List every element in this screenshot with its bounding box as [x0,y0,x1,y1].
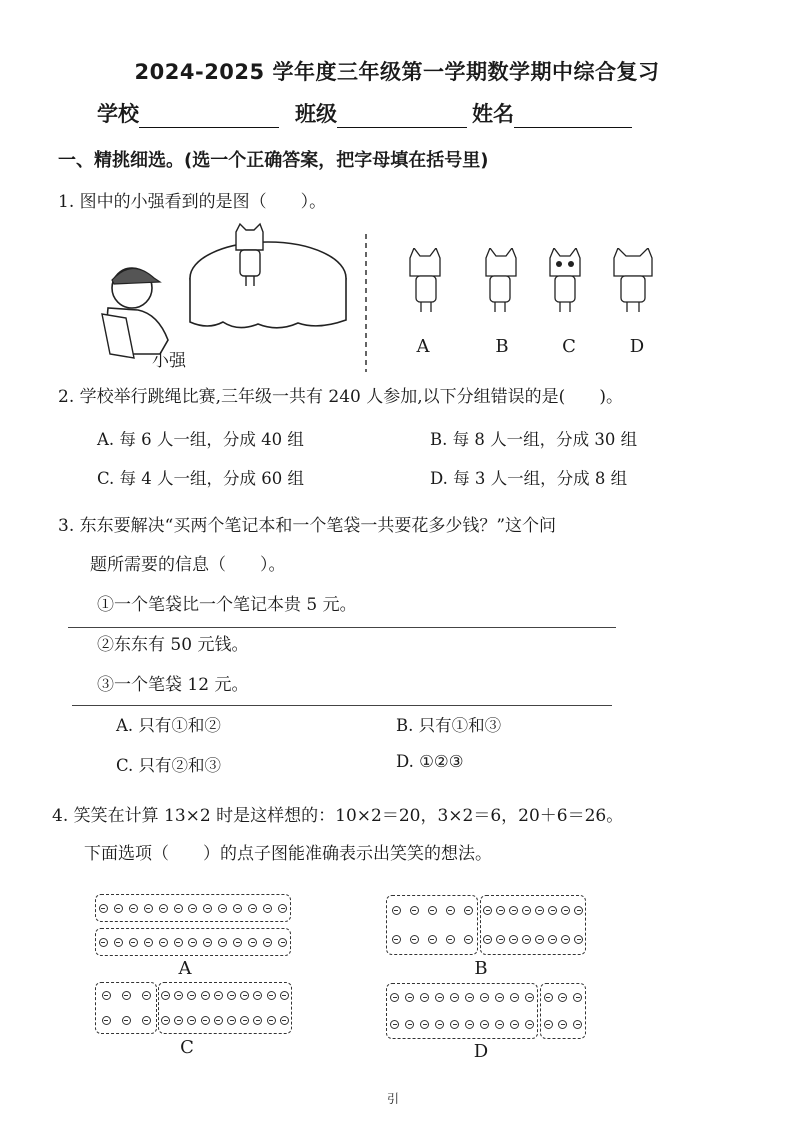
dot-mark [263,938,272,947]
dot-mark [483,935,492,944]
xiaoqiang-label: 小强 [152,351,186,371]
dot-mark [496,906,505,915]
dot-mark [99,938,108,947]
divider [68,627,616,628]
dot-group [480,895,586,955]
dot-mark [114,904,123,913]
dot-mark [267,991,276,1000]
dot-mark [142,991,151,1000]
dot-mark [267,1016,276,1025]
q1-scene-illustration [98,222,368,374]
question-4-text-line2: 下面选项（ ）的点子图能准确表示出笑笑的想法。 [84,844,492,864]
dot-mark [435,993,444,1002]
question-3-text-line1: 3. 东东要解决“买两个笔记本和一个笔袋一共要花多少钱？”这个问 [58,516,557,536]
dot-mark [188,938,197,947]
cat-view-b-icon [486,248,516,312]
dot-mark [174,938,183,947]
dot-mark [428,906,437,915]
dot-mark [464,906,473,915]
dot-mark [187,991,196,1000]
dot-mark [227,1016,236,1025]
dot-mark [240,1016,249,1025]
section-heading: 一、精挑细选。(选一个正确答案，把字母填在括号里) [58,150,489,171]
dot-mark [465,993,474,1002]
page-title: 2024-2025 学年度三年级第一学期数学期中综合复习 [134,60,660,84]
dot-mark [159,904,168,913]
dot-mark [510,1020,519,1029]
dot-mark [574,906,583,915]
dot-mark [465,1020,474,1029]
dot-mark [535,906,544,915]
dot-mark [240,991,249,1000]
dot-mark [450,1020,459,1029]
dot-mark [509,906,518,915]
dot-mark [450,993,459,1002]
name-label: 姓名 [472,102,514,126]
q1-option-figures [398,248,668,318]
dot-mark [483,906,492,915]
dot-mark [525,1020,534,1029]
page-mark: 引 [387,1092,400,1106]
q1-option-d[interactable]: D [629,336,645,357]
dot-mark [122,991,131,1000]
dot-mark [253,991,262,1000]
dot-mark [561,935,570,944]
dot-mark [574,935,583,944]
dot-mark [410,906,419,915]
q2-option-d[interactable]: D. 每 3 人一组，分成 8 组 [430,469,628,488]
dot-mark [142,1016,151,1025]
name-blank[interactable] [514,105,632,128]
question-3-text-line2: 题所需要的信息（ ）。 [90,555,286,575]
question-4-text-line1: 4. 笑笑在计算 13×2 时是这样想的：10×2＝20，3×2＝6，20＋6＝26。 [52,806,624,826]
divider [72,705,612,706]
dot-mark [159,938,168,947]
q4-option-d[interactable]: D [473,1041,489,1062]
cat-view-c-icon [550,248,580,312]
dot-mark [187,1016,196,1025]
dot-mark [548,906,557,915]
dot-mark [203,938,212,947]
dot-mark [129,938,138,947]
q3-option-a[interactable]: A. 只有①和② [116,716,221,735]
dot-mark [227,991,236,1000]
cat-view-d-icon [614,248,652,312]
dot-mark [525,993,534,1002]
q2-option-b[interactable]: B. 每 8 人一组，分成 30 组 [430,430,638,449]
dot-mark [144,938,153,947]
q4-option-c[interactable]: C [180,1037,194,1058]
dot-mark [129,904,138,913]
dot-mark [561,906,570,915]
dot-mark [174,1016,183,1025]
dot-mark [390,993,399,1002]
q1-option-b[interactable]: B [495,336,509,357]
cat-view-a-icon [410,248,440,312]
dot-mark [495,993,504,1002]
dot-mark [446,935,455,944]
dot-mark [174,904,183,913]
dot-mark [522,906,531,915]
dot-mark [253,1016,262,1025]
name-field[interactable] [472,98,632,128]
q3-option-b[interactable]: B. 只有①和③ [396,716,502,735]
dot-mark [509,935,518,944]
school-blank[interactable] [139,105,279,128]
q4-option-b[interactable]: B [474,958,488,979]
dot-mark [558,993,567,1002]
q1-option-c[interactable]: C [562,336,576,357]
dot-mark [573,1020,582,1029]
q3-info-2: ②东东有 50 元钱。 [97,635,249,655]
dot-group [540,983,586,1039]
dot-group [95,894,291,922]
dot-mark [558,1020,567,1029]
dot-mark [280,991,289,1000]
question-1-text: 1. 图中的小强看到的是图（ ）。 [58,192,327,212]
dot-mark [390,1020,399,1029]
dot-group [386,895,478,955]
dot-mark [573,993,582,1002]
dot-mark [428,935,437,944]
dot-mark [99,904,108,913]
dot-mark [278,938,287,947]
dot-group [386,983,538,1039]
dot-mark [233,904,242,913]
q2-option-c[interactable]: C. 每 4 人一组，分成 60 组 [97,469,304,488]
class-label: 班级 [295,102,337,126]
dot-mark [522,935,531,944]
dot-mark [122,1016,131,1025]
question-2-text: 2. 学校举行跳绳比赛,三年级一共有 240 人参加,以下分组错误的是( )。 [58,387,623,407]
dot-mark [248,938,257,947]
dot-mark [420,1020,429,1029]
dot-mark [405,1020,414,1029]
dot-mark [446,906,455,915]
dot-mark [535,935,544,944]
dot-mark [201,991,210,1000]
dot-mark [248,904,257,913]
class-blank[interactable] [337,105,467,128]
dot-mark [233,938,242,947]
dot-mark [278,904,287,913]
dot-mark [263,904,272,913]
dot-mark [218,904,227,913]
q4-option-a[interactable]: A [178,958,192,979]
dot-mark [544,993,553,1002]
dot-mark [464,935,473,944]
dot-mark [410,935,419,944]
dot-mark [188,904,197,913]
dot-mark [201,1016,210,1025]
dot-mark [203,904,212,913]
q1-option-a[interactable]: A [416,336,430,357]
dot-mark [495,1020,504,1029]
school-label: 学校 [97,102,139,126]
dot-mark [480,1020,489,1029]
dot-group [95,982,157,1034]
dot-mark [510,993,519,1002]
dot-mark [102,991,111,1000]
dot-mark [420,993,429,1002]
school-field[interactable] [97,98,279,128]
q3-option-d[interactable]: D. ①②③ [396,752,464,771]
dot-group [95,928,291,956]
dot-mark [480,993,489,1002]
dot-mark [548,935,557,944]
dot-mark [102,1016,111,1025]
dot-group [158,982,292,1034]
q3-option-c[interactable]: C. 只有②和③ [116,756,222,775]
dot-mark [405,993,414,1002]
dot-mark [161,991,170,1000]
class-field[interactable] [295,98,467,128]
dot-mark [214,1016,223,1025]
q3-info-1: ①一个笔袋比一个笔记本贵 5 元。 [97,595,357,615]
dot-mark [544,1020,553,1029]
dot-mark [114,938,123,947]
dot-mark [214,991,223,1000]
dot-mark [496,935,505,944]
q2-option-a[interactable]: A. 每 6 人一组，分成 40 组 [97,430,304,449]
dot-mark [280,1016,289,1025]
dot-mark [392,935,401,944]
dot-mark [144,904,153,913]
q3-info-3: ③一个笔袋 12 元。 [97,675,249,695]
dot-mark [435,1020,444,1029]
dot-mark [218,938,227,947]
dot-mark [161,1016,170,1025]
dot-mark [174,991,183,1000]
dot-mark [392,906,401,915]
